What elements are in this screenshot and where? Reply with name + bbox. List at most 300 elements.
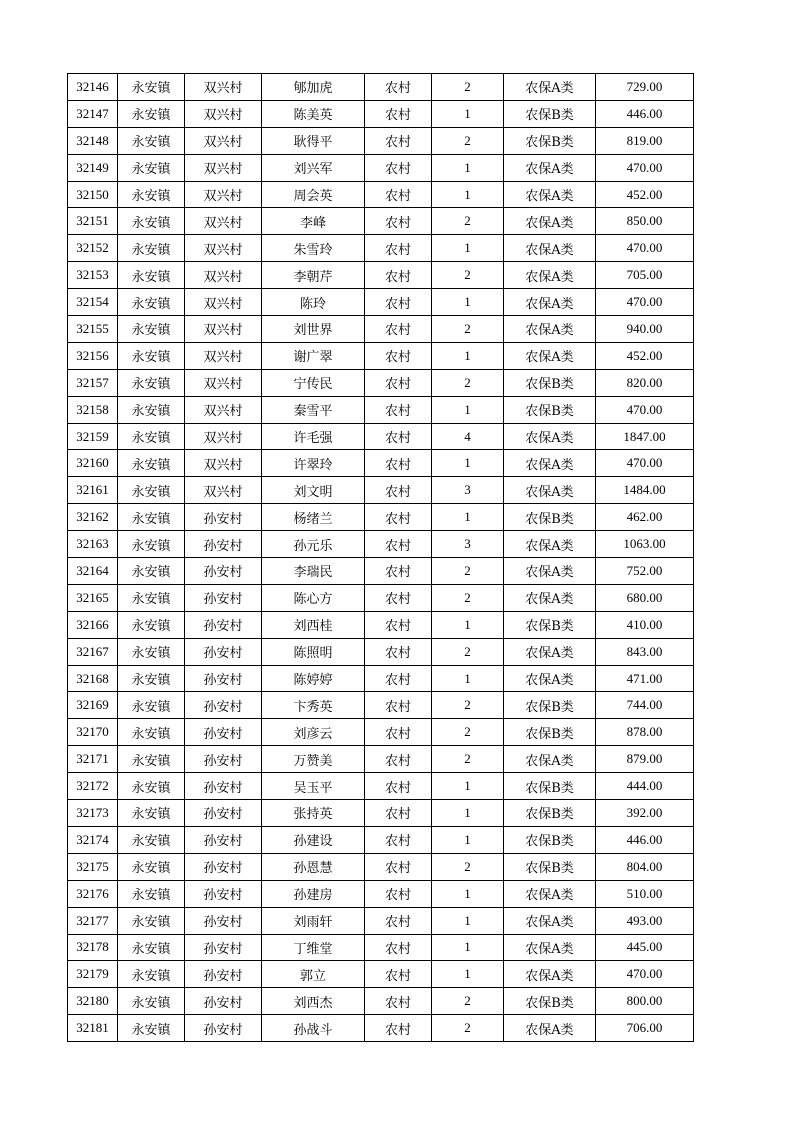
person-name-cell: 耿得平 [262, 127, 365, 154]
area-type-cell: 农村 [365, 800, 432, 827]
area-type-cell: 农村 [365, 692, 432, 719]
insurance-category-cell: 农保A类 [504, 961, 596, 988]
table-row [68, 100, 694, 127]
table-row [68, 531, 694, 558]
area-type-cell: 农村 [365, 127, 432, 154]
village-cell: 双兴村 [185, 423, 262, 450]
record-id-cell: 32179 [68, 961, 118, 988]
record-id-cell: 32164 [68, 558, 118, 585]
insurance-category-cell: 农保A类 [504, 746, 596, 773]
area-type-cell: 农村 [365, 450, 432, 477]
insurance-category-cell: 农保A类 [504, 74, 596, 101]
area-type-cell: 农村 [365, 289, 432, 316]
table-row [68, 907, 694, 934]
household-size-cell: 2 [432, 746, 504, 773]
village-cell: 孙安村 [185, 719, 262, 746]
person-name-cell: 宁传民 [262, 369, 365, 396]
town-cell: 永安镇 [118, 316, 185, 343]
person-name-cell: 孙战斗 [262, 1015, 365, 1042]
town-cell: 永安镇 [118, 907, 185, 934]
insurance-category-cell: 农保B类 [504, 853, 596, 880]
amount-cell: 470.00 [596, 289, 694, 316]
town-cell: 永安镇 [118, 342, 185, 369]
town-cell: 永安镇 [118, 800, 185, 827]
table-row [68, 611, 694, 638]
town-cell: 永安镇 [118, 692, 185, 719]
amount-cell: 452.00 [596, 342, 694, 369]
person-name-cell: 张持英 [262, 800, 365, 827]
table-row [68, 181, 694, 208]
record-id-cell: 32160 [68, 450, 118, 477]
person-name-cell: 卞秀英 [262, 692, 365, 719]
town-cell: 永安镇 [118, 961, 185, 988]
insurance-category-cell: 农保B类 [504, 504, 596, 531]
village-cell: 双兴村 [185, 74, 262, 101]
person-name-cell: 刘西桂 [262, 611, 365, 638]
insurance-category-cell: 农保A类 [504, 342, 596, 369]
record-id-cell: 32178 [68, 934, 118, 961]
town-cell: 永安镇 [118, 880, 185, 907]
area-type-cell: 农村 [365, 208, 432, 235]
table-row [68, 450, 694, 477]
insurance-category-cell: 农保B类 [504, 773, 596, 800]
village-cell: 双兴村 [185, 100, 262, 127]
household-size-cell: 2 [432, 1015, 504, 1042]
table-row [68, 289, 694, 316]
table-row [68, 423, 694, 450]
insurance-category-cell: 农保B类 [504, 800, 596, 827]
insurance-category-cell: 农保A类 [504, 154, 596, 181]
amount-cell: 752.00 [596, 558, 694, 585]
person-name-cell: 朱雪玲 [262, 235, 365, 262]
record-id-cell: 32169 [68, 692, 118, 719]
amount-cell: 878.00 [596, 719, 694, 746]
amount-cell: 744.00 [596, 692, 694, 719]
table-row [68, 396, 694, 423]
area-type-cell: 农村 [365, 342, 432, 369]
village-cell: 双兴村 [185, 262, 262, 289]
record-id-cell: 32161 [68, 477, 118, 504]
area-type-cell: 农村 [365, 826, 432, 853]
village-cell: 双兴村 [185, 477, 262, 504]
amount-cell: 493.00 [596, 907, 694, 934]
data-sheet [67, 73, 694, 1042]
village-cell: 孙安村 [185, 692, 262, 719]
insurance-category-cell: 农保A类 [504, 208, 596, 235]
town-cell: 永安镇 [118, 934, 185, 961]
person-name-cell: 陈照明 [262, 638, 365, 665]
household-size-cell: 1 [432, 154, 504, 181]
village-cell: 双兴村 [185, 154, 262, 181]
amount-cell: 410.00 [596, 611, 694, 638]
household-size-cell: 2 [432, 369, 504, 396]
amount-cell: 879.00 [596, 746, 694, 773]
area-type-cell: 农村 [365, 316, 432, 343]
area-type-cell: 农村 [365, 611, 432, 638]
town-cell: 永安镇 [118, 477, 185, 504]
table-row [68, 746, 694, 773]
household-size-cell: 2 [432, 127, 504, 154]
record-id-cell: 32152 [68, 235, 118, 262]
table-row [68, 74, 694, 101]
amount-cell: 820.00 [596, 369, 694, 396]
insurance-category-cell: 农保A类 [504, 235, 596, 262]
town-cell: 永安镇 [118, 826, 185, 853]
amount-cell: 729.00 [596, 74, 694, 101]
household-size-cell: 2 [432, 262, 504, 289]
amount-cell: 445.00 [596, 934, 694, 961]
household-size-cell: 3 [432, 531, 504, 558]
village-cell: 双兴村 [185, 289, 262, 316]
amount-cell: 470.00 [596, 154, 694, 181]
insurance-category-cell: 农保B类 [504, 100, 596, 127]
insurance-category-cell: 农保B类 [504, 611, 596, 638]
record-id-cell: 32155 [68, 316, 118, 343]
household-size-cell: 2 [432, 316, 504, 343]
table-row [68, 342, 694, 369]
table-row [68, 719, 694, 746]
area-type-cell: 农村 [365, 396, 432, 423]
insurance-category-cell: 农保A类 [504, 880, 596, 907]
area-type-cell: 农村 [365, 504, 432, 531]
amount-cell: 446.00 [596, 100, 694, 127]
area-type-cell: 农村 [365, 746, 432, 773]
area-type-cell: 农村 [365, 262, 432, 289]
area-type-cell: 农村 [365, 477, 432, 504]
table-row [68, 800, 694, 827]
insurance-category-cell: 农保A类 [504, 477, 596, 504]
record-id-cell: 32176 [68, 880, 118, 907]
area-type-cell: 农村 [365, 100, 432, 127]
amount-cell: 804.00 [596, 853, 694, 880]
person-name-cell: 孙建设 [262, 826, 365, 853]
town-cell: 永安镇 [118, 853, 185, 880]
table-row [68, 369, 694, 396]
insurance-category-cell: 农保B类 [504, 692, 596, 719]
area-type-cell: 农村 [365, 584, 432, 611]
amount-cell: 510.00 [596, 880, 694, 907]
area-type-cell: 农村 [365, 74, 432, 101]
person-name-cell: 刘世界 [262, 316, 365, 343]
village-cell: 孙安村 [185, 826, 262, 853]
town-cell: 永安镇 [118, 396, 185, 423]
village-cell: 孙安村 [185, 504, 262, 531]
household-size-cell: 1 [432, 665, 504, 692]
table-row [68, 961, 694, 988]
records-table [67, 73, 694, 1042]
town-cell: 永安镇 [118, 611, 185, 638]
person-name-cell: 李峰 [262, 208, 365, 235]
person-name-cell: 刘文明 [262, 477, 365, 504]
insurance-category-cell: 农保B类 [504, 127, 596, 154]
insurance-category-cell: 农保A类 [504, 423, 596, 450]
household-size-cell: 1 [432, 504, 504, 531]
insurance-category-cell: 农保A类 [504, 316, 596, 343]
town-cell: 永安镇 [118, 531, 185, 558]
household-size-cell: 1 [432, 611, 504, 638]
household-size-cell: 1 [432, 181, 504, 208]
person-name-cell: 陈玲 [262, 289, 365, 316]
person-name-cell: 李朝芹 [262, 262, 365, 289]
village-cell: 双兴村 [185, 316, 262, 343]
area-type-cell: 农村 [365, 934, 432, 961]
town-cell: 永安镇 [118, 773, 185, 800]
person-name-cell: 刘西杰 [262, 988, 365, 1015]
area-type-cell: 农村 [365, 558, 432, 585]
record-id-cell: 32173 [68, 800, 118, 827]
village-cell: 孙安村 [185, 746, 262, 773]
insurance-category-cell: 农保A类 [504, 262, 596, 289]
area-type-cell: 农村 [365, 853, 432, 880]
village-cell: 孙安村 [185, 584, 262, 611]
person-name-cell: 孙建房 [262, 880, 365, 907]
table-row [68, 477, 694, 504]
person-name-cell: 谢广翠 [262, 342, 365, 369]
household-size-cell: 1 [432, 826, 504, 853]
area-type-cell: 农村 [365, 719, 432, 746]
town-cell: 永安镇 [118, 154, 185, 181]
record-id-cell: 32159 [68, 423, 118, 450]
area-type-cell: 农村 [365, 154, 432, 181]
table-row [68, 638, 694, 665]
person-name-cell: 刘兴军 [262, 154, 365, 181]
town-cell: 永安镇 [118, 638, 185, 665]
table-row [68, 773, 694, 800]
table-row [68, 692, 694, 719]
person-name-cell: 陈婷婷 [262, 665, 365, 692]
amount-cell: 471.00 [596, 665, 694, 692]
insurance-category-cell: 农保A类 [504, 934, 596, 961]
town-cell: 永安镇 [118, 235, 185, 262]
person-name-cell: 许翠玲 [262, 450, 365, 477]
amount-cell: 940.00 [596, 316, 694, 343]
record-id-cell: 32147 [68, 100, 118, 127]
town-cell: 永安镇 [118, 289, 185, 316]
record-id-cell: 32172 [68, 773, 118, 800]
table-row [68, 584, 694, 611]
town-cell: 永安镇 [118, 584, 185, 611]
table-row [68, 826, 694, 853]
town-cell: 永安镇 [118, 181, 185, 208]
record-id-cell: 32166 [68, 611, 118, 638]
amount-cell: 705.00 [596, 262, 694, 289]
town-cell: 永安镇 [118, 423, 185, 450]
record-id-cell: 32163 [68, 531, 118, 558]
area-type-cell: 农村 [365, 1015, 432, 1042]
record-id-cell: 32168 [68, 665, 118, 692]
person-name-cell: 秦雪平 [262, 396, 365, 423]
village-cell: 孙安村 [185, 800, 262, 827]
village-cell: 孙安村 [185, 1015, 262, 1042]
record-id-cell: 32170 [68, 719, 118, 746]
record-id-cell: 32146 [68, 74, 118, 101]
person-name-cell: 郭立 [262, 961, 365, 988]
record-id-cell: 32175 [68, 853, 118, 880]
person-name-cell: 陈心方 [262, 584, 365, 611]
person-name-cell: 许毛强 [262, 423, 365, 450]
village-cell: 双兴村 [185, 235, 262, 262]
insurance-category-cell: 农保B类 [504, 369, 596, 396]
insurance-category-cell: 农保A类 [504, 1015, 596, 1042]
household-size-cell: 2 [432, 584, 504, 611]
amount-cell: 850.00 [596, 208, 694, 235]
record-id-cell: 32153 [68, 262, 118, 289]
table-row [68, 154, 694, 181]
record-id-cell: 32165 [68, 584, 118, 611]
table-row [68, 853, 694, 880]
village-cell: 双兴村 [185, 208, 262, 235]
insurance-category-cell: 农保B类 [504, 826, 596, 853]
record-id-cell: 32177 [68, 907, 118, 934]
amount-cell: 1063.00 [596, 531, 694, 558]
amount-cell: 470.00 [596, 235, 694, 262]
village-cell: 孙安村 [185, 961, 262, 988]
area-type-cell: 农村 [365, 665, 432, 692]
town-cell: 永安镇 [118, 262, 185, 289]
town-cell: 永安镇 [118, 100, 185, 127]
insurance-category-cell: 农保A类 [504, 665, 596, 692]
amount-cell: 446.00 [596, 826, 694, 853]
record-id-cell: 32162 [68, 504, 118, 531]
household-size-cell: 2 [432, 638, 504, 665]
table-row [68, 316, 694, 343]
household-size-cell: 2 [432, 988, 504, 1015]
town-cell: 永安镇 [118, 988, 185, 1015]
record-id-cell: 32148 [68, 127, 118, 154]
area-type-cell: 农村 [365, 773, 432, 800]
table-row [68, 934, 694, 961]
town-cell: 永安镇 [118, 504, 185, 531]
amount-cell: 800.00 [596, 988, 694, 1015]
household-size-cell: 1 [432, 342, 504, 369]
amount-cell: 1484.00 [596, 477, 694, 504]
person-name-cell: 丁维堂 [262, 934, 365, 961]
village-cell: 双兴村 [185, 369, 262, 396]
table-row [68, 988, 694, 1015]
village-cell: 孙安村 [185, 907, 262, 934]
record-id-cell: 32174 [68, 826, 118, 853]
town-cell: 永安镇 [118, 746, 185, 773]
record-id-cell: 32158 [68, 396, 118, 423]
village-cell: 孙安村 [185, 773, 262, 800]
area-type-cell: 农村 [365, 531, 432, 558]
area-type-cell: 农村 [365, 638, 432, 665]
insurance-category-cell: 农保A类 [504, 181, 596, 208]
amount-cell: 680.00 [596, 584, 694, 611]
person-name-cell: 孙恩慧 [262, 853, 365, 880]
table-row [68, 665, 694, 692]
record-id-cell: 32156 [68, 342, 118, 369]
town-cell: 永安镇 [118, 450, 185, 477]
town-cell: 永安镇 [118, 208, 185, 235]
household-size-cell: 2 [432, 558, 504, 585]
person-name-cell: 郇加虎 [262, 74, 365, 101]
person-name-cell: 陈美英 [262, 100, 365, 127]
insurance-category-cell: 农保A类 [504, 638, 596, 665]
town-cell: 永安镇 [118, 719, 185, 746]
table-row [68, 504, 694, 531]
village-cell: 孙安村 [185, 531, 262, 558]
area-type-cell: 农村 [365, 907, 432, 934]
record-id-cell: 32180 [68, 988, 118, 1015]
village-cell: 孙安村 [185, 638, 262, 665]
record-id-cell: 32150 [68, 181, 118, 208]
area-type-cell: 农村 [365, 961, 432, 988]
village-cell: 双兴村 [185, 127, 262, 154]
table-row [68, 262, 694, 289]
record-id-cell: 32149 [68, 154, 118, 181]
town-cell: 永安镇 [118, 127, 185, 154]
record-id-cell: 32167 [68, 638, 118, 665]
table-row [68, 208, 694, 235]
household-size-cell: 2 [432, 74, 504, 101]
amount-cell: 819.00 [596, 127, 694, 154]
household-size-cell: 1 [432, 235, 504, 262]
area-type-cell: 农村 [365, 369, 432, 396]
village-cell: 双兴村 [185, 450, 262, 477]
person-name-cell: 吴玉平 [262, 773, 365, 800]
town-cell: 永安镇 [118, 1015, 185, 1042]
table-row [68, 1015, 694, 1042]
area-type-cell: 农村 [365, 988, 432, 1015]
amount-cell: 706.00 [596, 1015, 694, 1042]
amount-cell: 452.00 [596, 181, 694, 208]
insurance-category-cell: 农保A类 [504, 450, 596, 477]
household-size-cell: 1 [432, 100, 504, 127]
record-id-cell: 32171 [68, 746, 118, 773]
household-size-cell: 2 [432, 719, 504, 746]
person-name-cell: 孙元乐 [262, 531, 365, 558]
person-name-cell: 杨绪兰 [262, 504, 365, 531]
record-id-cell: 32181 [68, 1015, 118, 1042]
area-type-cell: 农村 [365, 880, 432, 907]
village-cell: 双兴村 [185, 396, 262, 423]
village-cell: 孙安村 [185, 558, 262, 585]
person-name-cell: 刘雨轩 [262, 907, 365, 934]
amount-cell: 462.00 [596, 504, 694, 531]
table-row [68, 235, 694, 262]
town-cell: 永安镇 [118, 665, 185, 692]
area-type-cell: 农村 [365, 423, 432, 450]
village-cell: 孙安村 [185, 665, 262, 692]
household-size-cell: 1 [432, 961, 504, 988]
person-name-cell: 周会英 [262, 181, 365, 208]
insurance-category-cell: 农保B类 [504, 988, 596, 1015]
record-id-cell: 32151 [68, 208, 118, 235]
insurance-category-cell: 农保B类 [504, 396, 596, 423]
amount-cell: 392.00 [596, 800, 694, 827]
household-size-cell: 1 [432, 800, 504, 827]
person-name-cell: 万赞美 [262, 746, 365, 773]
household-size-cell: 1 [432, 450, 504, 477]
table-row [68, 127, 694, 154]
village-cell: 双兴村 [185, 181, 262, 208]
town-cell: 永安镇 [118, 558, 185, 585]
table-row [68, 880, 694, 907]
person-name-cell: 刘彦云 [262, 719, 365, 746]
amount-cell: 1847.00 [596, 423, 694, 450]
area-type-cell: 农村 [365, 181, 432, 208]
household-size-cell: 1 [432, 396, 504, 423]
village-cell: 孙安村 [185, 934, 262, 961]
household-size-cell: 1 [432, 934, 504, 961]
table-row [68, 558, 694, 585]
record-id-cell: 32157 [68, 369, 118, 396]
village-cell: 孙安村 [185, 988, 262, 1015]
insurance-category-cell: 农保A类 [504, 584, 596, 611]
household-size-cell: 2 [432, 853, 504, 880]
household-size-cell: 3 [432, 477, 504, 504]
